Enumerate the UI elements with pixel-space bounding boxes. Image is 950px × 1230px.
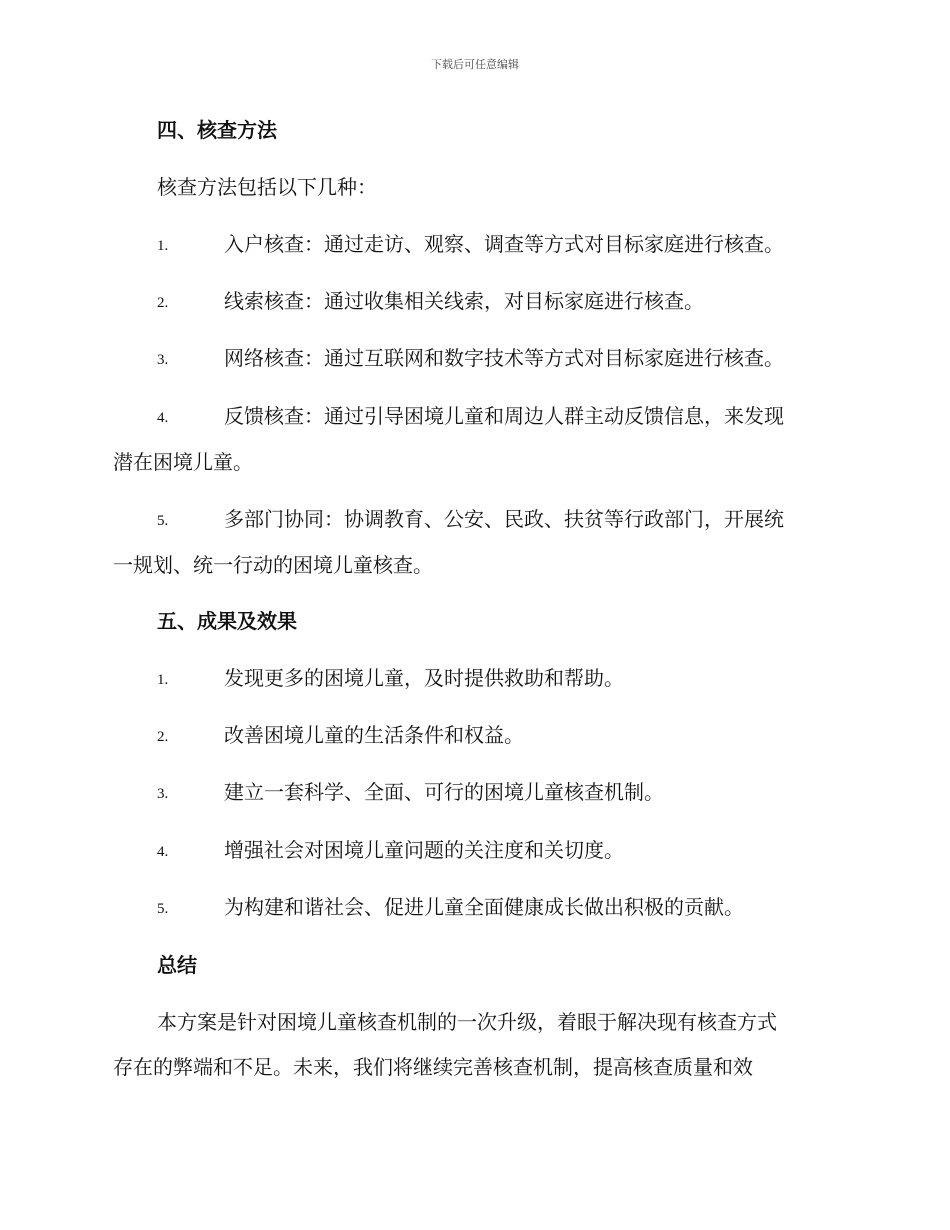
list-item-number: 2. xyxy=(157,729,169,745)
list-item-text-continued: 潜在困境儿童。 xyxy=(113,450,253,474)
list-item-text: 增强社会对困境儿童问题的关注度和关切度。 xyxy=(224,838,624,862)
list-item-number: 3. xyxy=(157,786,169,802)
list-item-number: 5. xyxy=(157,513,169,529)
list-item-text: 网络核查：通过互联网和数字技术等方式对目标家庭进行核查。 xyxy=(224,346,784,370)
list-item-number: 2. xyxy=(157,295,169,311)
section-5-heading: 五、成果及效果 xyxy=(157,609,297,633)
list-item-number: 4. xyxy=(157,410,169,426)
section-4-intro: 核查方法包括以下几种： xyxy=(157,175,377,199)
list-item-text: 入户核查：通过走访、观察、调查等方式对目标家庭进行核查。 xyxy=(224,232,784,256)
header-note: 下载后可任意编辑 xyxy=(431,58,519,71)
summary-heading: 总结 xyxy=(157,953,197,977)
summary-paragraph-line: 存在的弊端和不足。未来，我们将继续完善核查机制，提高核查质量和效 xyxy=(113,1055,753,1079)
list-item-text-continued: 一规划、统一行动的困境儿童核查。 xyxy=(113,553,433,577)
list-item-number: 4. xyxy=(157,844,169,860)
list-item-number: 1. xyxy=(157,672,169,688)
list-item-text: 线索核查：通过收集相关线索，对目标家庭进行核查。 xyxy=(224,289,704,313)
list-item-text: 改善困境儿童的生活条件和权益。 xyxy=(224,723,524,747)
list-item-number: 5. xyxy=(157,901,169,917)
list-item-text: 反馈核查：通过引导困境儿童和周边人群主动反馈信息，来发现 xyxy=(224,404,784,428)
section-4-heading: 四、核查方法 xyxy=(157,118,277,142)
list-item-text: 多部门协同：协调教育、公安、民政、扶贫等行政部门，开展统 xyxy=(224,507,784,531)
list-item-number: 3. xyxy=(157,352,169,368)
list-item-number: 1. xyxy=(157,238,169,254)
list-item-text: 发现更多的困境儿童，及时提供救助和帮助。 xyxy=(224,666,624,690)
summary-paragraph-line: 本方案是针对困境儿童核查机制的一次升级，着眼于解决现有核查方式 xyxy=(157,1010,777,1034)
list-item-text: 为构建和谐社会、促进儿童全面健康成长做出积极的贡献。 xyxy=(224,895,744,919)
list-item-text: 建立一套科学、全面、可行的困境儿童核查机制。 xyxy=(224,780,664,804)
